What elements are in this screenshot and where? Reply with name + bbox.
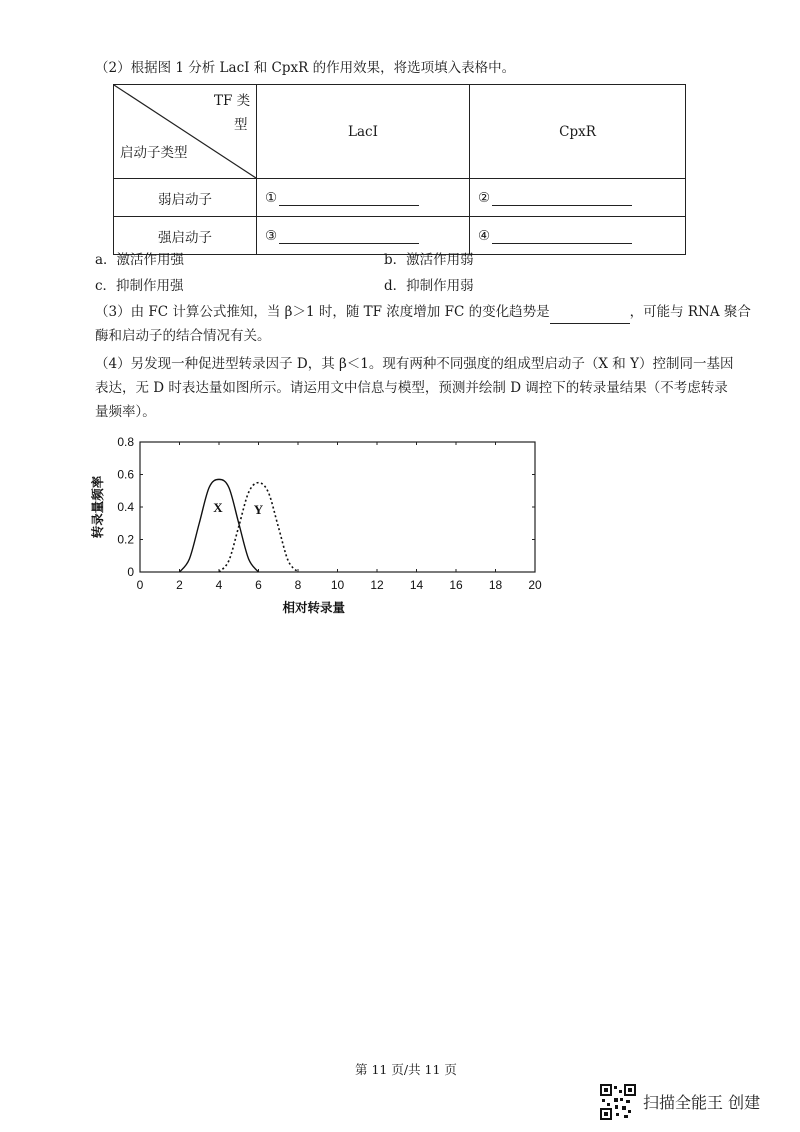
series-label-y: Y — [253, 501, 264, 517]
table-header-diagonal — [114, 85, 257, 179]
scanner-watermark: 扫描全能王 创建 — [643, 1093, 761, 1112]
x-tick-label: 10 — [330, 578, 345, 592]
y-tick-label: 0 — [127, 565, 134, 579]
row-header-weak-promoter: 弱启动子 — [114, 179, 257, 217]
answer-cell-1[interactable] — [257, 179, 470, 217]
transcription-chart — [80, 430, 560, 630]
x-tick-label: 16 — [449, 578, 463, 592]
option-b: b．激活作用弱 — [384, 252, 474, 268]
q3-text-before: （3）由 FC 计算公式推知，当 β＞1 时，随 TF 浓度增加 FC 的变化趋势是 — [95, 304, 550, 320]
q4-line-3: 量频率）。 — [95, 404, 156, 420]
q4-line-2: 表达，无 D 时表达量如图所示。请运用文中信息与模型，预测并绘制 D 调控下的转录量结果（不考虑转录 — [95, 380, 728, 396]
y-tick-label: 0.8 — [117, 435, 134, 449]
answer-blank-3[interactable] — [279, 229, 419, 244]
answer-blank-2[interactable] — [492, 191, 632, 206]
series-label-x: X — [213, 499, 223, 515]
series-line-x — [180, 479, 259, 572]
q3-text-after: ，可能与 RNA 聚合 — [629, 304, 751, 320]
x-tick-label: 4 — [215, 578, 223, 592]
x-tick-label: 2 — [176, 578, 183, 592]
blank-marker-3: ③ — [265, 227, 278, 244]
y-tick-label: 0.4 — [117, 500, 134, 514]
answer-cell-3[interactable] — [257, 217, 470, 255]
blank-marker-4: ④ — [478, 227, 491, 244]
blank-marker-2: ② — [478, 189, 491, 206]
x-tick-label: 8 — [294, 578, 302, 592]
x-tick-label: 12 — [370, 578, 384, 592]
y-axis-label: 转录量频率 — [90, 475, 105, 539]
header-promoter-label: 启动子类型 — [120, 145, 188, 161]
x-tick-label: 0 — [136, 578, 144, 592]
y-tick-label: 0.2 — [117, 532, 134, 547]
option-d: d．抑制作用弱 — [384, 278, 474, 294]
answer-cell-4[interactable] — [470, 217, 686, 255]
series-line-y — [219, 483, 298, 572]
x-tick-label: 20 — [528, 578, 542, 592]
question-3 — [95, 300, 751, 348]
q3-answer-blank[interactable] — [550, 309, 630, 324]
row-header-strong-promoter: 强启动子 — [114, 217, 257, 255]
x-tick-label: 14 — [409, 578, 424, 592]
q2-intro: （2）根据图 1 分析 LacI 和 CpxR 的作用效果，将选项填入表格中。 — [95, 60, 516, 76]
y-tick-label: 0.6 — [117, 467, 134, 482]
qr-code-icon — [600, 1084, 636, 1120]
answer-cell-2[interactable] — [470, 179, 686, 217]
column-header-cpxr: CpxR — [470, 85, 686, 179]
answer-blank-1[interactable] — [279, 191, 419, 206]
q4-line-1: （4）另发现一种促进型转录因子 D，其 β＜1。现有两种不同强度的组成型启动子（X 和 Y）控制同一基因 — [95, 356, 734, 372]
question-4 — [95, 352, 734, 424]
header-tf-label-1: TF 类 — [214, 93, 251, 109]
page-number: 第 11 页/共 11 页 — [355, 1062, 457, 1077]
answer-table — [113, 84, 686, 255]
blank-marker-1: ① — [265, 189, 278, 206]
x-tick-label: 6 — [255, 578, 262, 592]
option-a: a．激活作用强 — [95, 252, 185, 268]
column-header-laci: LacI — [257, 85, 470, 179]
option-c: c．抑制作用强 — [95, 278, 184, 294]
x-tick-label: 18 — [488, 578, 503, 592]
plot-frame — [140, 442, 535, 572]
answer-blank-4[interactable] — [492, 229, 632, 244]
x-axis-label: 相对转录量 — [282, 600, 346, 615]
header-tf-label-2: 型 — [234, 117, 248, 133]
q3-line-2: 酶和启动子的结合情况有关。 — [95, 328, 271, 344]
